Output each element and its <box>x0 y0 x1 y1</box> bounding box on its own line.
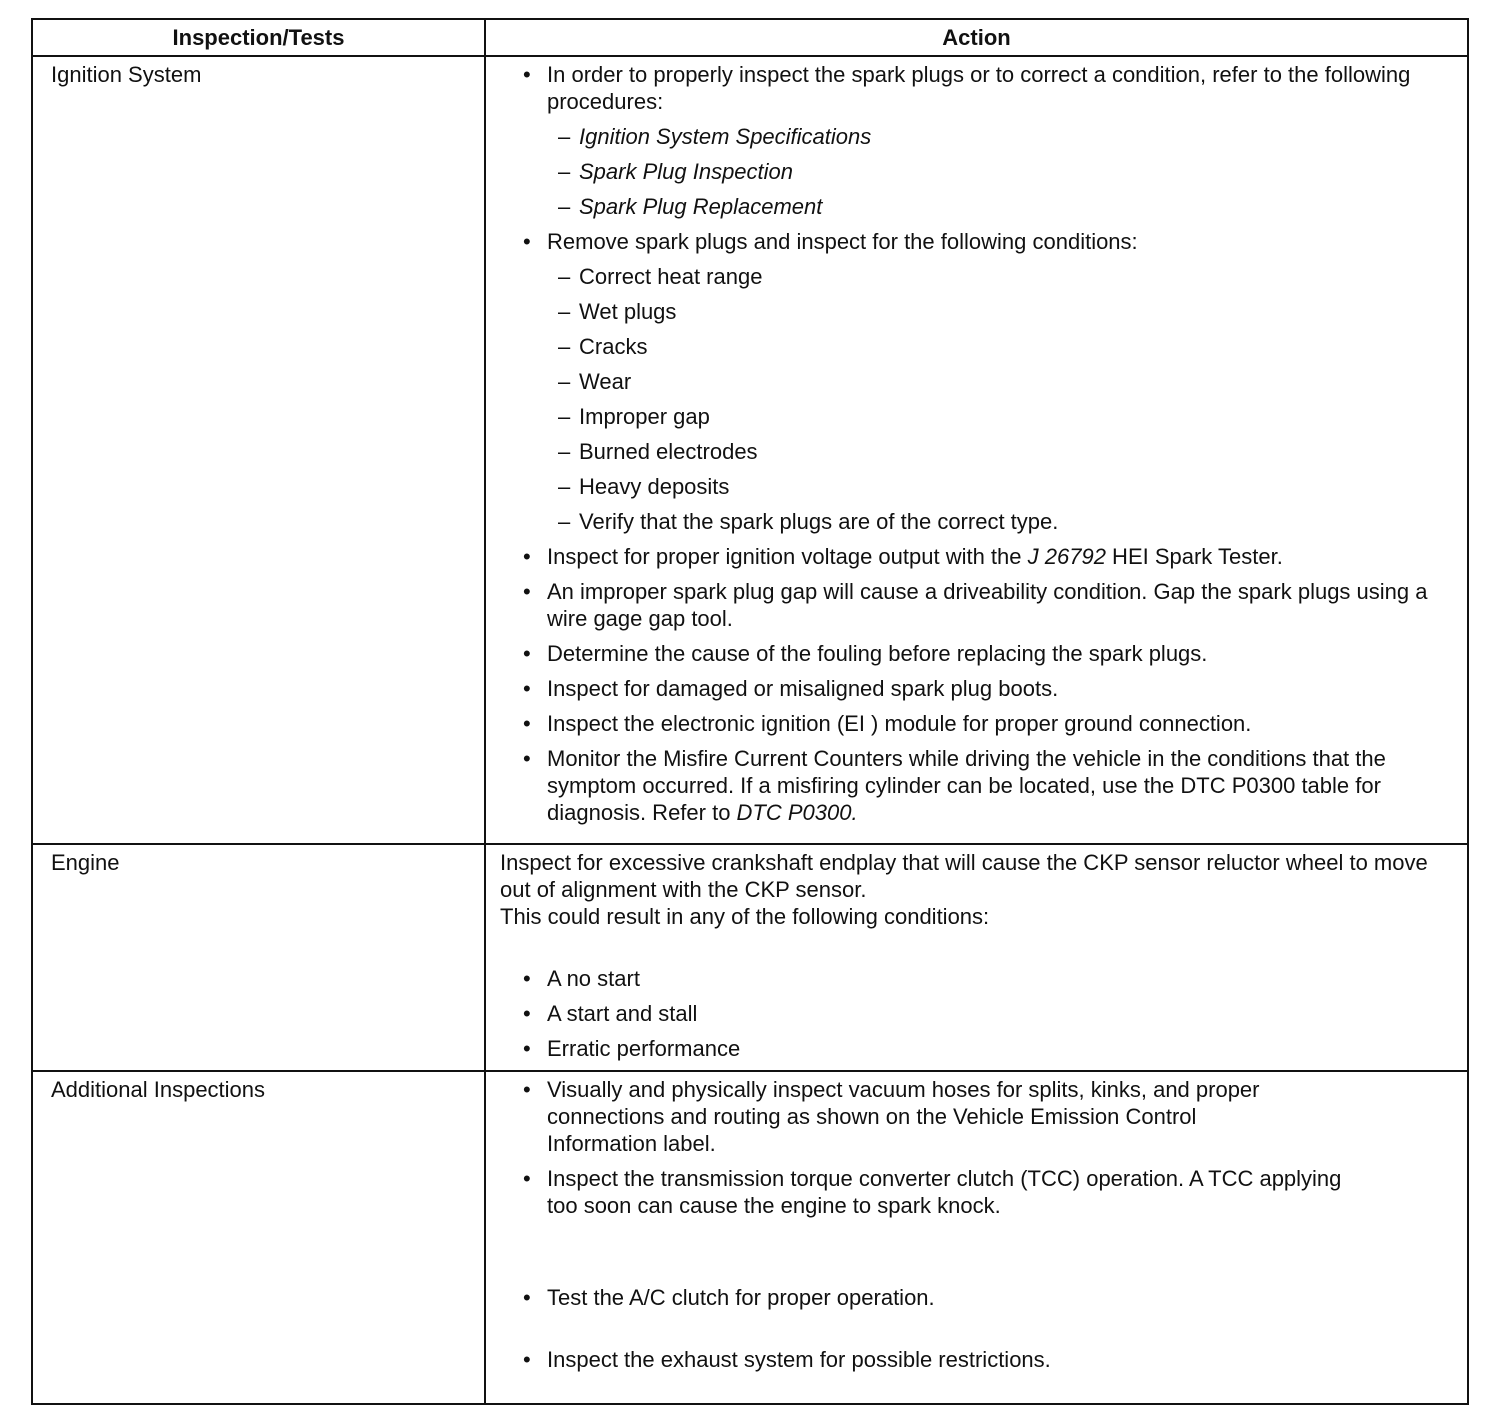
bullet-item: • Erratic performance <box>486 1035 1447 1062</box>
bullet-item: • Remove spark plugs and inspect for the following conditions: <box>486 228 1447 255</box>
sub-item: – Cracks <box>486 333 1447 360</box>
bullet-item: • Inspect the transmission torque converter clutch (TCC) operation. A TCC applying too soon can cause the engine to spark knock. <box>486 1165 1447 1219</box>
sub-item: – Improper gap <box>486 403 1447 430</box>
dtc-reference: DTC P0300. <box>736 800 858 825</box>
bullet-item: • A no start <box>486 965 1447 992</box>
table-row <box>32 56 1468 844</box>
sub-item <box>486 193 1447 220</box>
tool-reference: J 26792 <box>1027 544 1106 569</box>
row-label: Ignition System <box>32 56 485 844</box>
bullet-item: • In order to properly inspect the spark plugs or to correct a condition, refer to the following procedures: <box>486 61 1447 115</box>
paragraph: Inspect for excessive crankshaft endplay that will cause the CKP sensor reluctor wheel to move out of alignment with the CKP sensor. <box>500 850 1428 902</box>
bullet-item <box>486 543 1447 570</box>
procedure-link: Ignition System Specifications <box>579 124 872 149</box>
sub-item: – Correct heat range <box>486 263 1447 290</box>
action-cell <box>485 56 1468 844</box>
sub-item <box>486 123 1447 150</box>
bullet-item: • Inspect for damaged or misaligned spark plug boots. <box>486 675 1447 702</box>
bullet-item: • Determine the cause of the fouling before replacing the spark plugs. <box>486 640 1447 667</box>
inspection-table <box>31 18 1469 1405</box>
procedure-link: Spark Plug Inspection <box>579 159 794 184</box>
text: Monitor the Misfire Current Counters while driving the vehicle in the conditions that the symptom occurred. If a misfiring cylinder can be located, use the DTC P0300 table for diagnosis. Refer to <box>547 746 1386 825</box>
paragraph: This could result in any of the following conditions: <box>500 904 990 929</box>
sub-item: – Verify that the spark plugs are of the correct type. <box>486 508 1447 535</box>
sub-item: – Heavy deposits <box>486 473 1447 500</box>
sub-item: – Burned electrodes <box>486 438 1447 465</box>
action-cell <box>485 844 1468 1071</box>
sub-item: – Wet plugs <box>486 298 1447 325</box>
bullet-item: • A start and stall <box>486 1000 1447 1027</box>
header-row <box>32 19 1468 56</box>
bullet-item: • Inspect the exhaust system for possible restrictions. <box>486 1346 1447 1373</box>
procedure-link: Spark Plug Replacement <box>579 194 823 219</box>
text: Inspect for proper ignition voltage output with the <box>547 544 1028 569</box>
action-cell <box>485 1071 1468 1404</box>
row-label: Engine <box>32 844 485 1071</box>
bullet-item: • An improper spark plug gap will cause a driveability condition. Gap the spark plugs using a wire gage gap tool. <box>486 578 1447 632</box>
header-action: Action <box>485 19 1468 56</box>
bullet-item: • Visually and physically inspect vacuum hoses for splits, kinks, and proper connections and routing as shown on the Vehicle Emission Control Information label. <box>486 1076 1447 1157</box>
sub-item <box>486 158 1447 185</box>
bullet-item: • Inspect the electronic ignition (EI ) module for proper ground connection. <box>486 710 1447 737</box>
table-row <box>32 1071 1468 1404</box>
table-row <box>32 844 1468 1071</box>
header-inspection-tests: Inspection/Tests <box>32 19 485 56</box>
bullet-item <box>486 745 1447 826</box>
bullet-item: • Test the A/C clutch for proper operation. <box>486 1284 1447 1311</box>
text: HEI Spark Tester. <box>1105 544 1283 569</box>
row-label: Additional Inspections <box>32 1071 485 1404</box>
sub-item: – Wear <box>486 368 1447 395</box>
